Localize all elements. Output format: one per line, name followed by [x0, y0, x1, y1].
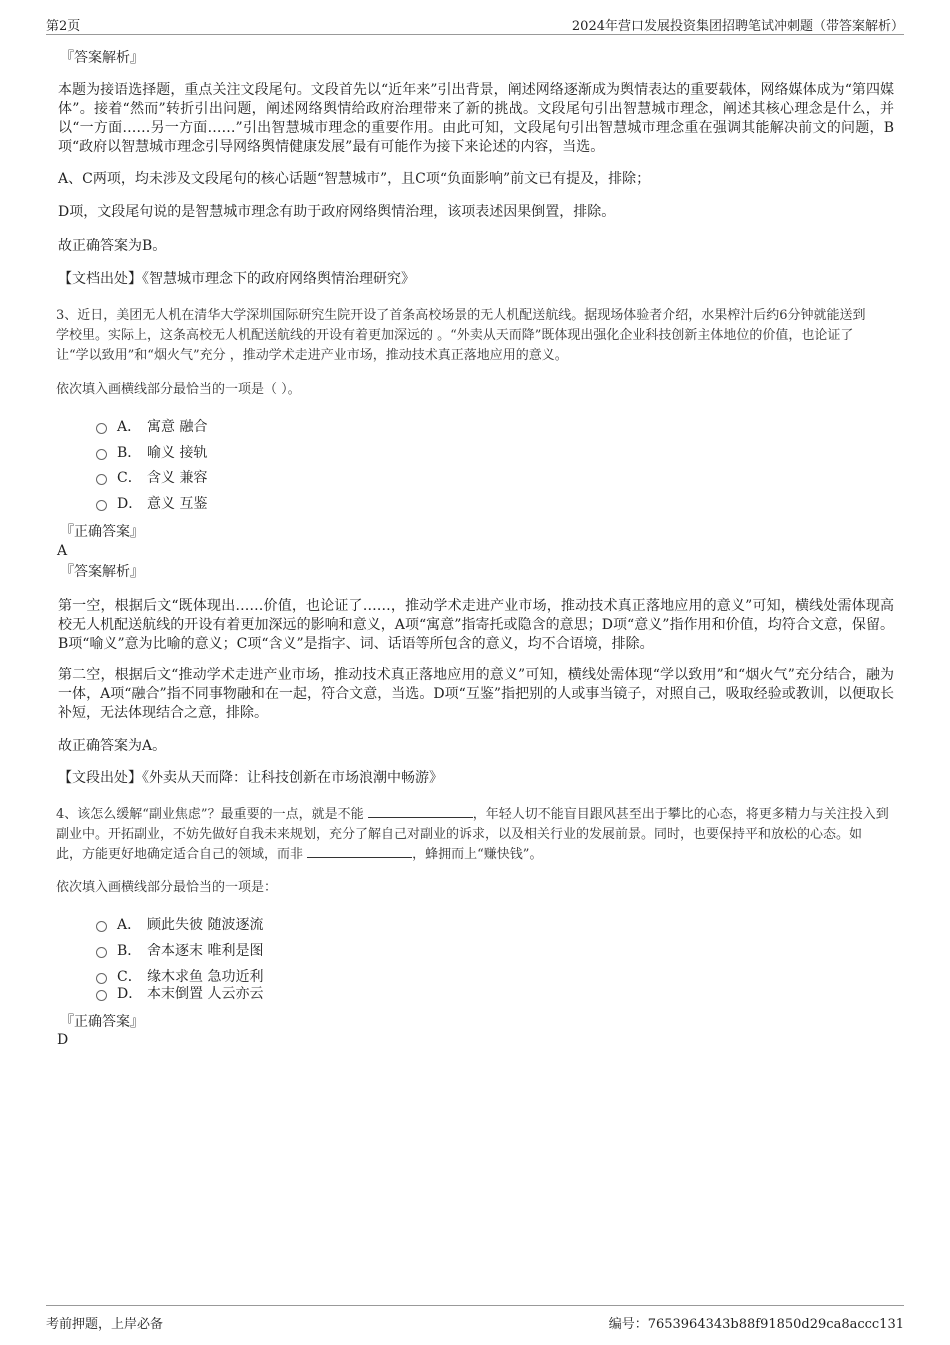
radio-icon[interactable] — [96, 449, 107, 460]
q2-analysis-para4: 故正确答案为B。 — [58, 238, 167, 254]
option-text: 寓意 融合 — [147, 419, 208, 435]
option-text: 顾此失彼 随波逐流 — [147, 917, 264, 933]
option-letter: A． — [117, 917, 142, 933]
option-text: 本末倒置 人云亦云 — [147, 986, 264, 1002]
q4-stem-text: 此，方能更好地确定适合自己的领域，而非 — [56, 847, 304, 862]
radio-icon[interactable] — [96, 973, 107, 984]
option-letter: D． — [117, 986, 143, 1002]
document-title: 2024年营口发展投资集团招聘笔试冲刺题（带答案解析） — [571, 19, 904, 34]
q3-option-d[interactable] — [96, 493, 207, 513]
option-text: 缘木求鱼 急功近利 — [147, 969, 264, 985]
q4-stem-line — [56, 845, 900, 865]
radio-icon[interactable] — [96, 474, 107, 485]
q4-answer: D — [57, 1032, 69, 1048]
page-header — [46, 12, 904, 35]
q3-source: 【文段出处】《外卖从天而降：让科技创新在市场浪潮中畅游》 — [58, 770, 443, 786]
option-letter: C． — [117, 969, 142, 985]
q3-analysis-para1: 第一空，根据后文“既体现出……价值，也论证了……，推动学术走进产业市场，推动技术真正落地应用的意义”可知，横线处需体现高校无人机配送航线的开设有着更加深远的影响和意义，A项“寓意”指寄托或隐含的意思；D项“意义”指作用和价值，均符合文意，保留。B项“喻义”意为比喻的意义；C项“含义”是指字、词、话语等所包含的意义，均不合语境，排除。 — [58, 598, 894, 652]
option-text: 舍本逐末 唯利是图 — [147, 943, 264, 959]
q4-stem-text: ，年轻人切不能盲目跟风甚至出于攀比的心态，将更多精力与关注投入到 — [472, 807, 889, 822]
q2-analysis-para3: D项，文段尾句说的是智慧城市理念有助于政府网络舆情治理，该项表述因果倒置，排除。 — [58, 204, 616, 220]
q3-option-c[interactable] — [96, 467, 207, 487]
q3-option-a[interactable] — [96, 416, 207, 436]
radio-icon[interactable] — [96, 500, 107, 511]
q2-analysis-para2: A、C两项，均未涉及文段尾句的核心话题“智慧城市”，且C项“负面影响”前文已有提及，排除； — [58, 171, 651, 187]
q4-stem-text: ，蜂拥而上“赚快钱”。 — [412, 847, 543, 862]
option-letter: D． — [117, 496, 143, 512]
q3-prompt: 依次填入画横线部分最恰当的一项是（ ）。 — [56, 382, 301, 397]
page-number: 第2页 — [46, 19, 81, 34]
q4-option-d[interactable] — [96, 983, 263, 1003]
q3-analysis-para2: 第二空，根据后文“推动学术走进产业市场，推动技术真正落地应用的意义”可知，横线处需体现“学以致用”和“烟火气”充分结合，融为一体，A项“融合”指不同事物融和在一起，符合文意，当选。D项“互鉴”指把别的人或事当镜子，对照自己，吸取经验或教训，以便取长补短，无法体现结合之意，排除。 — [58, 667, 894, 721]
q4-stem-text: 4、该怎么缓解“副业焦虑”？最重要的一点，就是不能 — [56, 807, 364, 822]
fill-blank — [307, 845, 412, 858]
q3-stem-line: 让“学以致用”和“烟火气”充分 ，推动学术走进产业市场，推动技术真正落地应用的意义。 — [56, 348, 568, 363]
fill-blank — [368, 805, 473, 818]
q3-stem-line: 学校里。实际上，这条高校无人机配送航线的开设有着更加深远的 。“外卖从天而降”既体现出强化企业科技创新主体地位的价值，也论证了 — [56, 328, 854, 343]
option-letter: B． — [117, 445, 142, 461]
q4-stem-line: 副业中。开拓副业，不妨先做好自我未来规划，充分了解自己对副业的诉求，以及相关行业的发展前景。同时，也要保持平和放松的心态。如 — [56, 827, 863, 842]
q3-analysis-label: 『答案解析』 — [60, 564, 144, 580]
option-text: 含义 兼容 — [147, 470, 208, 486]
radio-icon[interactable] — [96, 921, 107, 932]
option-letter: B． — [117, 943, 142, 959]
q4-stem — [56, 805, 900, 865]
q4-stem-line — [56, 805, 900, 825]
radio-icon[interactable] — [96, 423, 107, 434]
radio-icon[interactable] — [96, 947, 107, 958]
option-text: 喻义 接轨 — [147, 445, 208, 461]
q3-answer: A — [57, 543, 68, 559]
q2-source: 【文档出处】《智慧城市理念下的政府网络舆情治理研究》 — [58, 271, 415, 287]
q2-analysis-para1: 本题为接语选择题，重点关注文段尾句。文段首先以“近年来”引出背景，阐述网络逐渐成为舆情表达的重要载体，网络媒体成为“第四媒体”。接着“然而”转折引出问题，阐述网络舆情给政府治理带来了新的挑战。文段尾句引出智慧城市理念，阐述其核心理念是什么，并以“一方面……另一方面……”引出智慧城市理念的重要作用。由此可知，文段尾句引出智慧城市理念重在强调其能解决前文的问题，B项“政府以智慧城市理念引导网络舆情健康发展”最有可能作为接下来论述的内容，当选。 — [58, 82, 894, 155]
footer-slogan: 考前押题，上岸必备 — [46, 1317, 164, 1332]
q3-option-b[interactable] — [96, 442, 207, 462]
q3-stem-line: 3、近日，美团无人机在清华大学深圳国际研究生院开设了首条高校场景的无人机配送航线。据现场体验者介绍，水果榨汁后约6分钟就能送到 — [56, 308, 866, 323]
q3-stem — [56, 306, 900, 366]
q4-option-b[interactable] — [96, 940, 263, 960]
option-text: 意义 互鉴 — [147, 496, 208, 512]
radio-icon[interactable] — [96, 990, 107, 1001]
q4-answer-label: 『正确答案』 — [60, 1014, 144, 1030]
q3-analysis-para3: 故正确答案为A。 — [58, 738, 167, 754]
option-letter: C． — [117, 470, 142, 486]
q3-answer-label: 『正确答案』 — [60, 524, 144, 540]
q4-prompt: 依次填入画横线部分最恰当的一项是： — [56, 880, 278, 895]
document-id: 编号：7653964343b88f91850d29ca8accc131 — [608, 1317, 904, 1332]
q2-analysis-label: 『答案解析』 — [60, 50, 144, 66]
page-footer — [46, 1305, 904, 1330]
q4-option-a[interactable] — [96, 914, 263, 934]
option-letter: A． — [117, 419, 142, 435]
